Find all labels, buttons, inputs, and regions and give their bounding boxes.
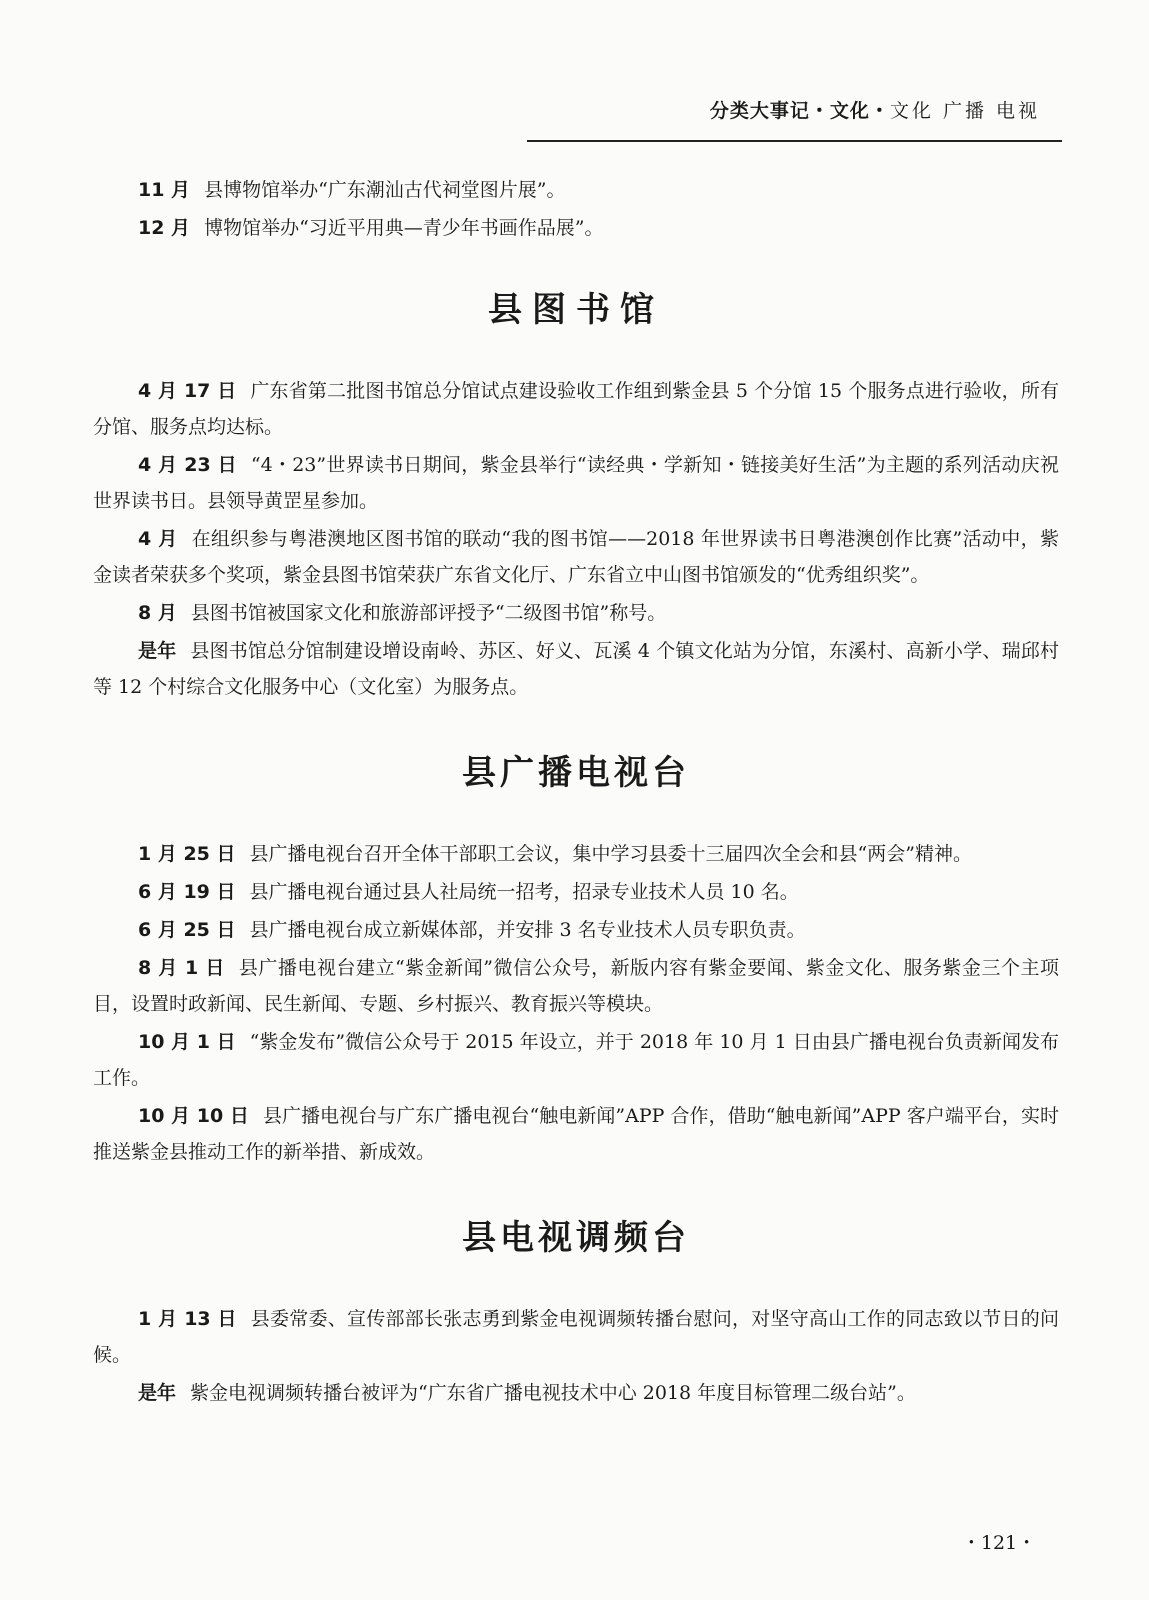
running-header-topic: 文化 广播 电视 — [889, 100, 1040, 122]
entry-date: 10 月 1 日 — [138, 1031, 236, 1053]
entry-text: 县广播电视台成立新媒体部，并安排 3 名专业技术人员专职负责。 — [249, 919, 806, 941]
entry-text: “4・23”世界读书日期间，紫金县举行“读经典・学新知・链接美好生活”为主题的系列活动庆祝世界读书日。县领导黄罡星参加。 — [93, 454, 1059, 512]
entry — [93, 373, 1059, 445]
entry-text: 县广播电视台与广东广播电视台“触电新闻”APP 合作，借助“触电新闻”APP 客户端平台，实时推送紫金县推动工作的新举措、新成效。 — [93, 1105, 1059, 1163]
page-number: ・121・ — [961, 1532, 1037, 1554]
entry-text: 县博物馆举办“广东潮汕古代祠堂图片展”。 — [204, 179, 566, 201]
entry-date: 4 月 — [138, 528, 178, 550]
header-rule — [527, 140, 1062, 142]
entry — [93, 633, 1059, 705]
entry-date: 4 月 17 日 — [138, 380, 237, 402]
entry-text: 县图书馆总分馆制建设增设南岭、苏区、好义、瓦溪 4 个镇文化站为分馆，东溪村、高新小学、瑞邱村等 12 个村综合文化服务中心（文化室）为服务点。 — [93, 640, 1059, 698]
entry-date: 8 月 1 日 — [138, 957, 225, 979]
entry — [93, 950, 1059, 1022]
entry-text: 广东省第二批图书馆总分馆试点建设验收工作组到紫金县 5 个分馆 15 个服务点进行验收，所有分馆、服务点均达标。 — [93, 380, 1059, 438]
page-content — [93, 172, 1059, 1413]
entry — [93, 521, 1059, 593]
entry-text: “紫金发布”微信公众号于 2015 年设立，并于 2018 年 10 月 1 日由县广播电视台负责新闻发布工作。 — [93, 1031, 1059, 1089]
entry-date: 1 月 13 日 — [138, 1308, 237, 1330]
section-title-broadcast-station: 县广播电视台 — [462, 753, 690, 793]
entry — [93, 1375, 1059, 1411]
entry — [93, 210, 1059, 246]
entry-text: 博物馆举办“习近平用典—青少年书画作品展”。 — [204, 217, 604, 239]
entry — [93, 1024, 1059, 1096]
entry — [93, 874, 1059, 910]
entry-date: 是年 — [138, 1382, 177, 1404]
entry-text: 在组织参与粤港澳地区图书馆的联动“我的图书馆——2018 年世界读书日粤港澳创作比赛”活动中，紫金读者荣获多个奖项，紫金县图书馆荣获广东省文化厅、广东省立中山图书馆颁发的“优秀组织奖”。 — [93, 528, 1059, 586]
entry-text: 县广播电视台召开全体干部职工会议，集中学习县委十三届四次全会和县“两会”精神。 — [249, 843, 972, 865]
entry-date: 是年 — [138, 640, 177, 662]
entry-text: 县图书馆被国家文化和旅游部评授予“二级图书馆”称号。 — [190, 602, 667, 624]
entry-date: 12 月 — [138, 217, 191, 239]
entry-date: 6 月 25 日 — [138, 919, 236, 941]
entry — [93, 447, 1059, 519]
running-header — [610, 96, 1040, 123]
entry-text: 县广播电视台通过县人社局统一招考，招录专业技术人员 10 名。 — [249, 881, 799, 903]
entry-text: 县广播电视台建立“紫金新闻”微信公众号，新版内容有紫金要闻、紫金文化、服务紫金三个主项目，设置时政新闻、民生新闻、专题、乡村振兴、教育振兴等模块。 — [93, 957, 1059, 1015]
entry-date: 8 月 — [138, 602, 177, 624]
entry-date: 4 月 23 日 — [138, 454, 237, 476]
entry — [93, 912, 1059, 948]
section-title-tv-fm-station: 县电视调频台 — [462, 1218, 690, 1258]
entry-date: 6 月 19 日 — [138, 881, 236, 903]
entry — [93, 595, 1059, 631]
entry-text: 县委常委、宣传部部长张志勇到紫金电视调频转播台慰问，对坚守高山工作的同志致以节日的问候。 — [93, 1308, 1059, 1366]
entry — [93, 1301, 1059, 1373]
entry-date: 10 月 10 日 — [138, 1105, 249, 1127]
section-title-library: 县图书馆 — [488, 290, 664, 330]
entry — [93, 836, 1059, 872]
entry — [93, 172, 1059, 208]
entry-text: 紫金电视调频转播台被评为“广东省广播电视技术中心 2018 年度目标管理二级台站”。 — [190, 1382, 916, 1404]
running-header-category: 分类大事记・文化・ — [709, 100, 890, 122]
entry — [93, 1098, 1059, 1170]
entry-date: 1 月 25 日 — [138, 843, 236, 865]
entry-date: 11 月 — [138, 179, 191, 201]
